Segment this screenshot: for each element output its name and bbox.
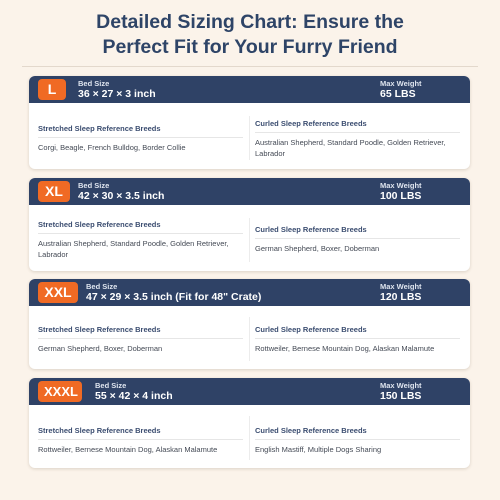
page-title (0, 10, 500, 60)
stretched-breeds: German Shepherd, Boxer, Doberman (38, 344, 163, 353)
stretched-column (38, 325, 248, 354)
card-header (29, 378, 470, 405)
curled-heading: Curled Sleep Reference Breeds (255, 119, 460, 133)
bed-size-label: Bed Size (95, 381, 127, 390)
curled-breeds: English Mastiff, Multiple Dogs Sharing (255, 445, 382, 454)
bed-size-label: Bed Size (78, 79, 110, 88)
size-badge: XXL (38, 282, 78, 303)
stretched-breeds: Australian Shepherd, Standard Poodle, Golden Retriever, Labrador (38, 239, 229, 259)
stretched-heading: Stretched Sleep Reference Breeds (38, 220, 243, 234)
column-divider (249, 317, 250, 361)
size-card-l (29, 76, 470, 169)
stretched-heading: Stretched Sleep Reference Breeds (38, 426, 243, 440)
stretched-heading: Stretched Sleep Reference Breeds (38, 325, 243, 339)
stretched-breeds: Rottweiler, Bernese Mountain Dog, Alaskan Malamute (38, 445, 218, 454)
title-line-2: Perfect Fit for Your Furry Friend (102, 36, 398, 58)
stretched-column (38, 220, 248, 260)
size-card-xl (29, 178, 470, 271)
max-weight-value: 150 LBS (380, 390, 422, 402)
curled-column (255, 225, 465, 254)
max-weight-label: Max Weight (380, 282, 422, 291)
curled-breeds: German Shepherd, Boxer, Doberman (255, 244, 380, 253)
stretched-column (38, 426, 248, 455)
curled-heading: Curled Sleep Reference Breeds (255, 426, 460, 440)
size-card-xxxl (29, 378, 470, 468)
size-badge: L (38, 79, 66, 100)
size-card-xxl (29, 279, 470, 369)
max-weight-value: 100 LBS (380, 190, 422, 202)
curled-column (255, 325, 465, 354)
title-divider (22, 66, 478, 67)
size-badge: XXXL (38, 381, 82, 402)
column-divider (249, 416, 250, 460)
stretched-breeds: Corgi, Beagle, French Bulldog, Border Collie (38, 143, 186, 152)
curled-breeds: Australian Shepherd, Standard Poodle, Golden Retriever, Labrador (255, 138, 446, 158)
card-header (29, 279, 470, 306)
bed-size-label: Bed Size (78, 181, 110, 190)
max-weight-value: 120 LBS (380, 291, 422, 303)
curled-breeds: Rottweiler, Bernese Mountain Dog, Alaskan Malamute (255, 344, 435, 353)
size-badge: XL (38, 181, 70, 202)
card-header (29, 76, 470, 103)
curled-heading: Curled Sleep Reference Breeds (255, 225, 460, 239)
stretched-heading: Stretched Sleep Reference Breeds (38, 124, 243, 138)
column-divider (249, 218, 250, 262)
title-line-1: Detailed Sizing Chart: Ensure the (96, 11, 404, 33)
bed-size-value: 36 × 27 × 3 inch (78, 88, 156, 100)
max-weight-label: Max Weight (380, 79, 422, 88)
bed-size-value: 47 × 29 × 3.5 inch (Fit for 48" Crate) (86, 291, 262, 303)
curled-column (255, 119, 465, 159)
max-weight-value: 65 LBS (380, 88, 416, 100)
bed-size-value: 55 × 42 × 4 inch (95, 390, 173, 402)
bed-size-label: Bed Size (86, 282, 118, 291)
bed-size-value: 42 × 30 × 3.5 inch (78, 190, 165, 202)
max-weight-label: Max Weight (380, 381, 422, 390)
stretched-column (38, 124, 248, 153)
column-divider (249, 116, 250, 160)
curled-heading: Curled Sleep Reference Breeds (255, 325, 460, 339)
max-weight-label: Max Weight (380, 181, 422, 190)
card-header (29, 178, 470, 205)
curled-column (255, 426, 465, 455)
